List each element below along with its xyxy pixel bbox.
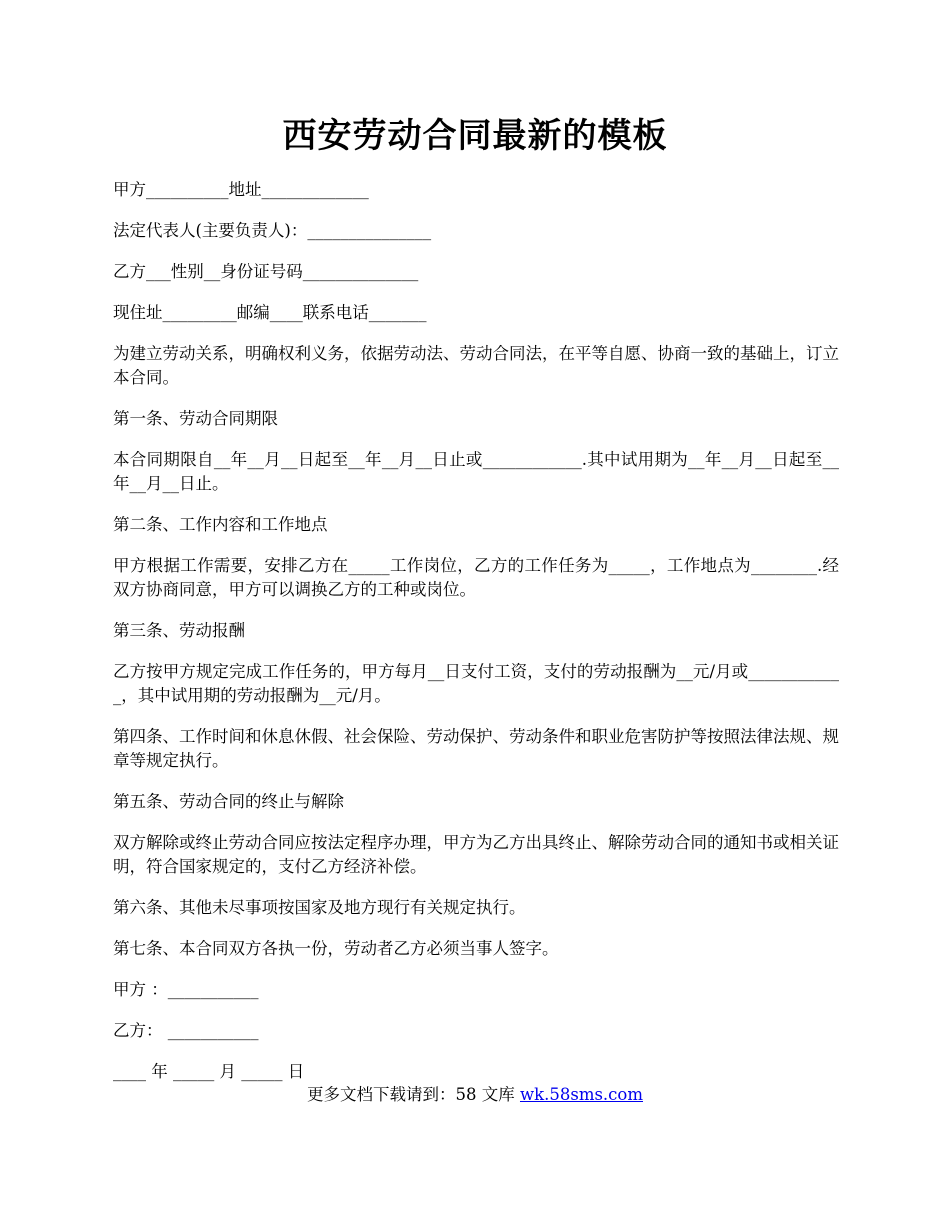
preamble-paragraph: 为建立劳动关系，明确权利义务，依据劳动法、劳动合同法，在平等自愿、协商一致的基础上，订立本合同。 [113,344,839,387]
article-3-body: 乙方按甲方规定完成工作任务的，甲方每月__日支付工资，支付的劳动报酬为__元/月或____________，其中试用期的劳动报酬为__元/月。 [113,662,839,705]
party-b-info-line: 乙方___性别__身份证号码______________ [113,262,419,281]
party-b-signature-line: 乙方： ___________ [113,1021,259,1040]
article-2-body: 甲方根据工作需要，安排乙方在_____工作岗位，乙方的工作任务为_____，工作地点为________.经双方协商同意，甲方可以调换乙方的工种或岗位。 [113,556,839,599]
article-2-heading: 第二条、工作内容和工作地点 [113,515,328,534]
article-5-heading: 第五条、劳动合同的终止与解除 [113,792,344,811]
document-title: 西安劳动合同最新的模板 [282,116,668,156]
legal-representative-line: 法定代表人(主要负责人)：_______________ [113,221,432,240]
party-a-signature-line: 甲方 ：___________ [113,980,259,999]
document-body [113,178,839,1101]
article-6: 第六条、其他未尽事项按国家及地方现行有关规定执行。 [113,898,526,917]
current-address-line: 现住址_________邮编____联系电话_______ [113,303,427,322]
article-1-body: 本合同期限自__年__月__日起至__年__月__日止或____________.其中试用期为__年__月__日起至__年__月__日止。 [113,450,839,493]
footer-text: 更多文档下载请到：58 文库 [306,1085,520,1104]
article-5-body: 双方解除或终止劳动合同应按法定程序办理，甲方为乙方出具终止、解除劳动合同的通知书或相关证明，符合国家规定的，支付乙方经济补偿。 [113,833,839,876]
article-7: 第七条、本合同双方各执一份，劳动者乙方必须当事人签字。 [113,939,559,958]
date-line: ____ 年 _____ 月 _____ 日 [113,1062,305,1081]
footer-link[interactable]: wk.58sms.com [519,1085,643,1104]
article-4: 第四条、工作时间和休息休假、社会保险、劳动保护、劳动条件和职业危害防护等按照法律法规、规章等规定执行。 [113,727,839,770]
article-3-heading: 第三条、劳动报酬 [113,621,245,640]
article-1-heading: 第一条、劳动合同期限 [113,409,278,428]
footer [0,1083,950,1107]
party-a-address-line: 甲方__________地址_____________ [113,180,369,199]
